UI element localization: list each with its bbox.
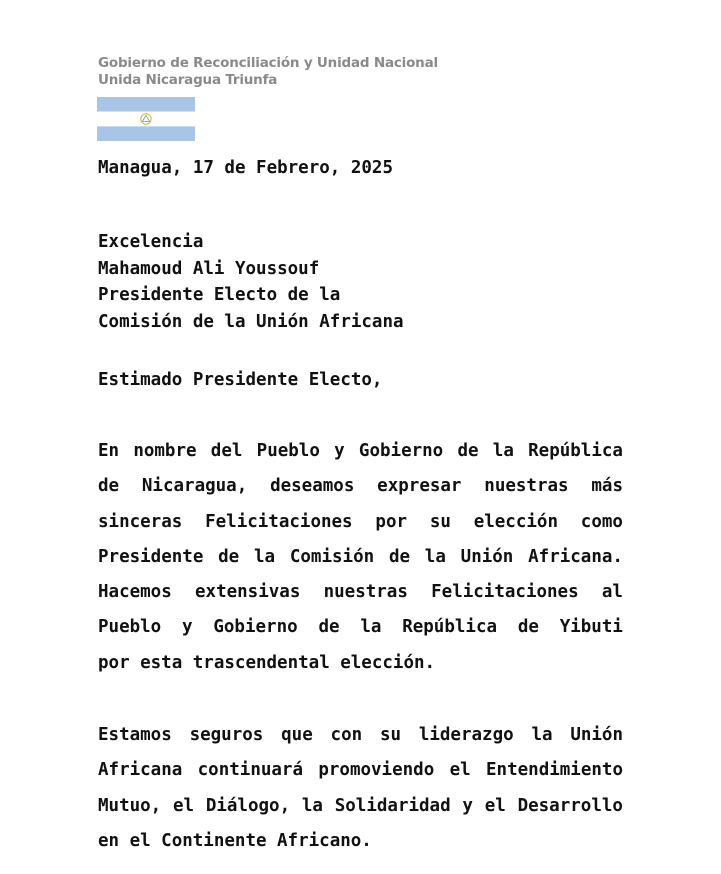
paragraph-word: y (182, 617, 193, 638)
paragraph-word: seguros (189, 725, 264, 745)
salutation: Estimado Presidente Electo, (98, 370, 383, 390)
paragraph-word: en (98, 830, 120, 851)
paragraph-line (98, 439, 623, 474)
paragraph-word: que (281, 725, 313, 745)
paragraph-word: como (580, 511, 623, 532)
nicaragua-flag-icon (97, 97, 195, 141)
paragraph-word: el (449, 760, 471, 781)
recipient-honorific: Excelencia (98, 232, 204, 252)
paragraph-word: elección. (340, 652, 436, 673)
paragraph-word: Pueblo (256, 441, 320, 461)
paragraph-word: más (591, 476, 623, 497)
paragraph-word: Continente (161, 830, 267, 851)
paragraph-word: su (429, 511, 451, 532)
paragraph-line (98, 758, 623, 793)
paragraph-line (98, 510, 623, 545)
paragraph-word: liderazgo (418, 725, 514, 745)
paragraph-word: Africana. (528, 546, 623, 567)
paragraph-word: Africano. (277, 830, 372, 851)
paragraph-line (98, 651, 623, 686)
paragraph-word: República (528, 441, 623, 461)
paragraph-word: Desarrollo (517, 795, 623, 816)
paragraph-word: la (301, 795, 323, 816)
paragraph-word: y (462, 795, 473, 816)
paragraph-word: de (318, 617, 340, 638)
paragraph-word: Entendimiento (486, 760, 623, 781)
paragraph-word: y (334, 441, 345, 461)
paragraph-word: al (601, 582, 623, 603)
paragraph-word: elección (473, 511, 558, 532)
paragraph-word: de (517, 617, 539, 638)
paragraph-word: Unión (570, 725, 623, 745)
paragraph-word: Felicitaciones (205, 511, 353, 532)
paragraph-word: el (129, 830, 151, 851)
paragraph-line (98, 829, 623, 864)
paragraph-word: Presidente (98, 546, 204, 567)
paragraph-word: Hacemos (98, 582, 172, 603)
paragraph-word: nombre (133, 441, 197, 461)
paragraph-word: el (484, 795, 506, 816)
recipient-block (98, 229, 404, 335)
paragraph-word: Nicaragua, (141, 476, 248, 497)
paragraph-word: En (98, 441, 120, 461)
paragraph-word: por (375, 511, 408, 532)
paragraph-word: trascendental (192, 652, 330, 673)
paragraph-word: Unión (460, 546, 514, 567)
paragraph-word: la (360, 617, 382, 638)
paragraph-line (98, 545, 623, 580)
paragraph-word: deseamos (270, 476, 355, 497)
paragraph-line (98, 723, 623, 758)
body-paragraph-1 (98, 439, 623, 686)
paragraph-word: la (492, 441, 514, 461)
paragraph-line (98, 580, 623, 615)
paragraph-word: Comisión (289, 546, 375, 567)
paragraph-word: nuestras (323, 582, 408, 603)
paragraph-word: de (98, 476, 120, 497)
paragraph-word: el (172, 795, 195, 816)
letterhead (98, 55, 438, 89)
paragraph-word: Yibuti (559, 617, 623, 638)
paragraph-word: República (402, 617, 498, 638)
paragraph-word: promoviendo (318, 760, 435, 781)
paragraph-line (98, 794, 623, 829)
paragraph-word: nuestras (484, 476, 569, 497)
paragraph-word: de (388, 546, 411, 567)
recipient-title: Presidente Electo de la (98, 285, 341, 305)
letterhead-government-name: Gobierno de Reconciliación y Unidad Nacional (98, 55, 438, 71)
recipient-organization: Comisión de la Unión Africana (98, 311, 404, 332)
paragraph-word: Gobierno (213, 617, 298, 638)
paragraph-word: extensivas (195, 582, 301, 603)
paragraph-word: esta (140, 652, 183, 673)
recipient-name: Mahamoud Ali Youssouf (98, 258, 320, 279)
paragraph-word: por (98, 652, 130, 673)
letter-date: Managua, 17 de Febrero, 2025 (98, 158, 394, 178)
paragraph-word: continuará (197, 760, 303, 781)
paragraph-word: Felicitaciones (431, 582, 579, 603)
paragraph-word: del (210, 441, 243, 461)
paragraph-word: la (254, 546, 276, 567)
paragraph-word: sinceras (98, 511, 183, 532)
paragraph-word: Gobierno (358, 441, 444, 461)
paragraph-word: expresar (377, 476, 462, 497)
paragraph-word: de (218, 546, 240, 567)
paragraph-word: de (457, 441, 479, 461)
body-paragraph-2 (98, 723, 623, 864)
paragraph-word: Mutuo, (98, 795, 162, 816)
paragraph-word: la (424, 546, 446, 567)
paragraph-word: con (330, 725, 363, 745)
paragraph-word: Pueblo (98, 617, 162, 638)
paragraph-word: Solidaridad (334, 795, 451, 816)
paragraph-line (98, 474, 623, 509)
letterhead-slogan: Unida Nicaragua Triunfa (98, 72, 278, 88)
paragraph-line (98, 615, 623, 650)
paragraph-word: Estamos (98, 725, 172, 745)
paragraph-word: su (379, 725, 402, 745)
paragraph-word: Africana (98, 760, 183, 781)
paragraph-word: Diálogo, (205, 795, 291, 816)
paragraph-word: la (531, 725, 553, 745)
